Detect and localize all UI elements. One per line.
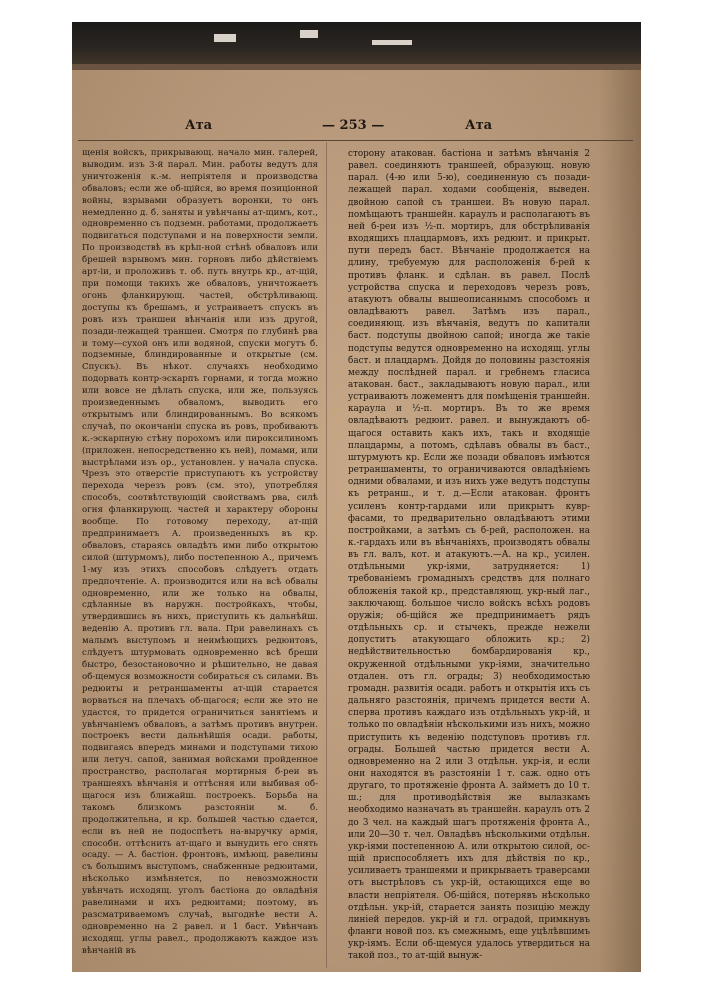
scan-noise-mark (372, 40, 412, 45)
scan-noise-mark (300, 30, 318, 38)
running-head-left: Ата (185, 118, 213, 133)
column-text: сторону атакован. бастіона и затѣмъ вѣнчанія 2 равел. соединяютъ траншеей, образующ. новую парал. (4-ю или 5-ю), соединенную съ позади-лежащей парал. ходами сообщенія, выведен. двойною сапой съ траншеи. Въ новую парал. помѣщаютъ траншейн. караулъ и располагаютъ въ ней б-реи изъ ½-п. мортиръ, для обстрѣливанія входящихъ плацдармовъ, ихъ редюит. и прикрыт. пути передъ баст. Вѣнчаніе продолжается на длину, требуемую для расположенія б-рей к противъ фланк. и сдѣлан. въ равел. Послѣ устройства спуска и переходовъ черезъ ровъ, атакуютъ обвалы вышеописаннымъ способомъ и овладѣваютъ равел. Затѣмъ изъ парал., соединяющ. изъ вѣнчанія, ведутъ по капитали баст. подступы двойною сапой; иногда же такіе подступы ведутся одновременно на исходящ. углы баст. и плацдармъ. Дойдя до половины разстоянія между послѣдней парал. и гребнемъ гласиса атакован. баст., закладываютъ новую парал., или устраиваютъ ложементъ для помѣщенія траншейн. караула и ½-п. мортиръ. Въ то же время овладѣваютъ редюит. равел. и вынуждаютъ об-щагося оставить какъ ихъ, такъ и входящіе плацдармы, а потомъ, сдѣлавъ обвалы въ баст., штурмуютъ кр. Если же позади обваловъ имѣются ретраншаменты, то ограничиваются овладѣніемъ одними обвалами, и изъ нихъ уже ведутъ подступы къ ретранш., и т. д.—Если атакован. фронтъ усиленъ контр-гардами или прикрытъ кувр-фасами, то предварительно овладѣваютъ этими постройками, а затѣмъ съ б-рей, расположен. на к.-гардахъ или въ вѣнчаніяхъ, производятъ обвалы въ гл. валъ, кот. и атакуютъ.—А. на кр., усилен. отдѣльными укр-іями, затрудняется: 1) требованіемъ громадныхъ средствъ для полнаго обложенія такой кр., представляющ. укр-ный лаг., заключающ. большое число войскъ всѣхъ родовъ оружія; об-щійся же предпринимаетъ рядъ отдѣльныхъ ср. и стычекъ, прежде нежели допуститъ атакующаго обложить кр.; 2) недѣйствительностью бомбардированія кр., окруженной отдѣльными укр-іями, значительно отдален. отъ гл. ограды; 3) необходимостью громадн. развитія осади. работъ и открытія ихъ съ дальняго разстоянія, причемъ придется вести А. сперва противъ каждаго изъ отдѣльныхъ укр-ій, и только по овладѣніи нѣсколькими изъ нихъ, можно приступить къ веденію подступовъ противъ гл. ограды. Большей частью придется вести А. одновременно на 2 или 3 отдѣльн. укр-ія, и если они находятся въ разстояніи 1 т. саж. одно отъ другаго, то протяженіе фронта А. займетъ до 10 т. ш.; для противодѣйствія же вылазкамъ необходимо назначать въ траншейн. караулъ отъ 2 до 3 чел. на каждый шагъ протяженія фронта А., или 20—30 т. чел. Овладѣвъ нѣсколькими отдѣльн. укр-іями постепенною А. или открытою силой, ос-щій приспособляетъ ихъ для дѣйствія по кр., усиливаетъ траншеями и прикрываетъ траверсами отъ выстрѣловъ съ укр-ій, остающихся еще во власти непріятеля. Об-щійся, потерявъ нѣсколько отдѣльн. укр-ій, старается занять позицію между линіей передов. укр-ій и гл. оградой, примкнувъ фланги новой поз. къ смежнымъ, еще уцѣлѣвшимъ укр-іямъ. Если об-щемуся удалось утвердиться на такой поз., то ат-щій вынуж- (348, 149, 590, 962)
page-spine-shadow (599, 70, 641, 972)
column-text: щенія войскъ, прикрывающ. начало мин. галерей, выводим. изъ 3-й парал. Мин. работы ведутъ для уничтоженія к.-м. непріятеля и производства обваловъ; если же об-щійся, во время позиціонной войны, взрывами образуетъ воронки, то онъ немедленно д. б. заняты и увѣнчаны ат-щимъ, кот., одновременно съ подземн. работами, продолжаетъ подвигаться подступами и на поверхности земли. По производствѣ въ крѣп-ной стѣнѣ обваловъ или брешей взрывомъ мин. горновъ либо дѣйствіемъ арт-іи, и проложивъ т. об. путь внутрь кр., ат-щій, при помощи такихъ же обваловъ, уничтожаетъ огонь фланкирующ. частей, обстрѣливающ. доступы къ брешамъ, и устраиваетъ спускъ въ ровъ изъ траншеи вѣнчанія или изъ другой, позади-лежащей траншеи. Смотря по глубинѣ рва и тому—сухой онъ или водяной, спуски могутъ б. подземные, блиндированные и открытые (см. Спускъ). Въ нѣкот. случаяхъ необходимо подорвать контр-эскарпъ горнами, и тогда можно или вовсе не дѣлать спуска, или же, пользуясь произведеннымъ обваломъ, выводить его открытымъ или блиндированнымъ. Во всякомъ случаѣ, по окончаніи спуска въ ровъ, пробиваютъ к.-эскарпную стѣну порохомъ или пироксилиномъ (приложен. непосредственно къ ней), ломами, или выстрѣлами изъ ор., установлен. у начала спуска. Чрезъ это отверстіе приступаютъ къ устройству перехода черезъ ровъ (см. это), употребляя способъ, соотвѣтствующій свойствамъ рва, силѣ огня фланкирующ. частей и характеру обороны вообще. По готовому переходу, ат-щій предпринимаетъ А. произведенныхъ въ кр. обваловъ, стараясь овладѣть ими либо открытою силой (штурмомъ), либо постепенною А., причемъ 1-му изъ этихъ способовъ слѣдуетъ отдать предпочтеніе. А. производится или на всѣ обвалы одновременно, или же только на обвалы, сдѣланные въ наружн. постройкахъ, чтобы, утвердившись въ нихъ, приступить къ дальнѣйш. веденію А. противъ гл. вала. При равелинахъ съ малымъ выступомъ и неимѣющихъ редюитовъ, слѣдуетъ штурмовать одновременно всѣ бреши быстро, безостановочно и рѣшительно, не давая об-щемуся возможности собираться съ силами. Въ редюиты и ретраншаменты ат-щій старается ворваться на плечахъ об-щагося; если же это не удастся, то придется ограничиться занятіемъ и увѣнчаніемъ обваловъ, а затѣмъ противъ внутрен. построекъ вести дальнѣйшія осади. работы, подвигаясь впередъ минами и подступами тихою или летуч. сапой, занимая войсками пройденное пространство, располагая мортирныя б-реи въ траншеяхъ вѣнчанія и оттѣсняя или выбивая об-щагося изъ ближайш. построекъ. Борьба на такомъ близкомъ разстояніи м. б. продолжительна, и кр. большей частью сдается, если въ ней не подоспѣетъ на-выручку армія, способн. оттѣснить ат-щаго и вынудить его снять осаду. — А. бастіон. фронтовъ, имѣющ. равелины съ большимъ выступомъ, снабженные редюитами, нѣсколько измѣняется, по невозможности увѣнчать исходящ. уголъ бастіона до овладѣнія равелинами и ихъ редюитами; поэтому, въ разсматриваемомъ случаѣ, выгоднѣе вести А. одновременно на 2 равел. и 1 баст. Увѣнчавъ исходящ. углы равел., продолжаютъ каждое изъ вѣнчаній въ (82, 148, 318, 956)
book-page (72, 70, 641, 972)
header-rule (78, 140, 633, 141)
scan-noise-mark (214, 34, 236, 42)
column-divider (326, 142, 327, 968)
page-header (72, 118, 641, 138)
running-head-right: Ата (465, 118, 493, 133)
page-number: — 253 — (322, 118, 385, 133)
text-column-left (82, 148, 318, 958)
text-column-right (348, 148, 590, 962)
scan-top-band (72, 22, 641, 70)
